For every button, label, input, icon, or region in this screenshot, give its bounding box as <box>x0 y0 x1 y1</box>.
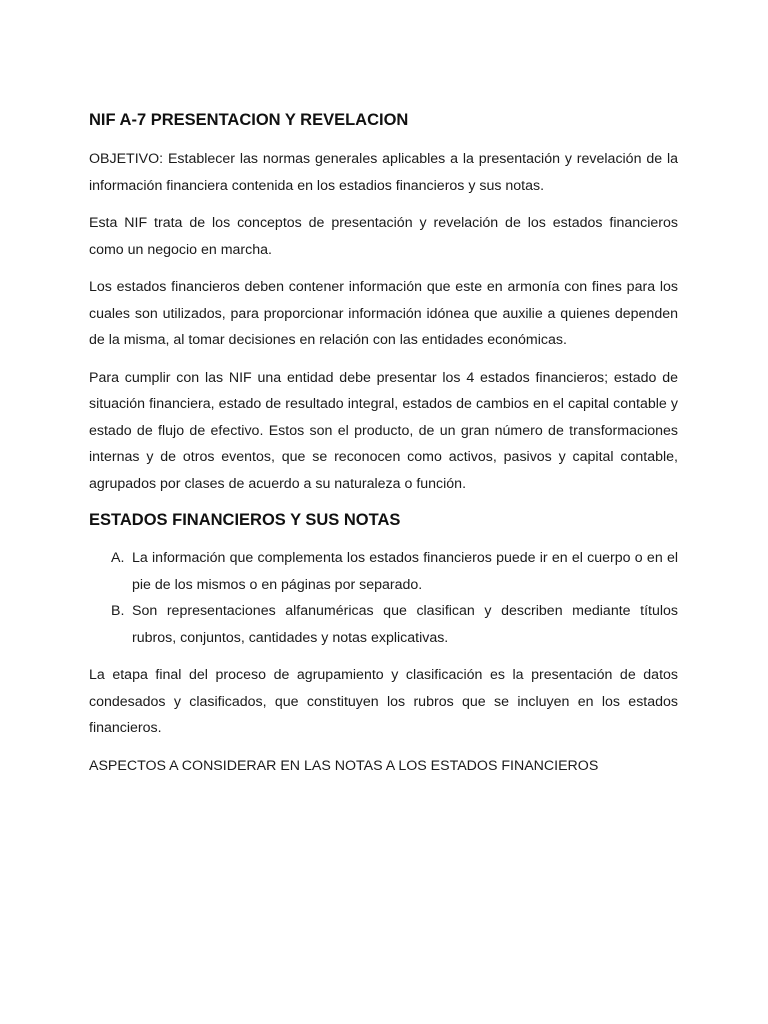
list-marker: A. <box>111 550 125 566</box>
document-page <box>89 108 678 779</box>
paragraph-closing: La etapa final del proceso de agrupamiento y clasificación es la presentación de datos condesados y clasificados, que constituyen los rubros que se incluyen en los estados financieros. <box>89 667 678 736</box>
list-item-text: La información que complementa los estados financieros puede ir en el cuerpo o en el pie de los mismos o en páginas por separado. <box>132 550 678 593</box>
section-heading-notes: ESTADOS FINANCIEROS Y SUS NOTAS <box>89 511 401 529</box>
list-marker: B. <box>111 603 125 619</box>
notes-list <box>89 545 678 651</box>
paragraph-scope: Esta NIF trata de los conceptos de presentación y revelación de los estados financieros como un negocio en marcha. <box>89 215 678 258</box>
paragraph-nif-requirements: Para cumplir con las NIF una entidad debe presentar los 4 estados financieros; estado de situación financiera, estado de resultado integral, estados de cambios en el capital contable y estado de flujo de efectivo. Estos son el producto, de un gran número de transformaciones internas y de otros eventos, que se reconocen como activos, pasivos y capital contable, agrupados por clases de acuerdo a su naturaleza o función. <box>89 369 678 492</box>
paragraph-objetivo: OBJETIVO: Establecer las normas generales aplicables a la presentación y revelación de la información financiera contenida en los estadios financieros y sus notas. <box>89 151 678 194</box>
list-item <box>89 598 678 651</box>
final-heading-line: ASPECTOS A CONSIDERAR EN LAS NOTAS A LOS ESTADOS FINANCIEROS <box>89 757 599 774</box>
list-item <box>89 545 678 598</box>
list-item-text: Son representaciones alfanuméricas que clasifican y describen mediante títulos rubros, conjuntos, cantidades y notas explicativas. <box>132 603 678 646</box>
paragraph-financial-statements: Los estados financieros deben contener información que este en armonía con fines para los cuales son utilizados, para proporcionar información idónea que auxilie a quienes dependen de la misma, al tomar decisiones en relación con las entidades económicas. <box>89 279 678 348</box>
page-title: NIF A-7 PRESENTACION Y REVELACION <box>89 111 409 129</box>
